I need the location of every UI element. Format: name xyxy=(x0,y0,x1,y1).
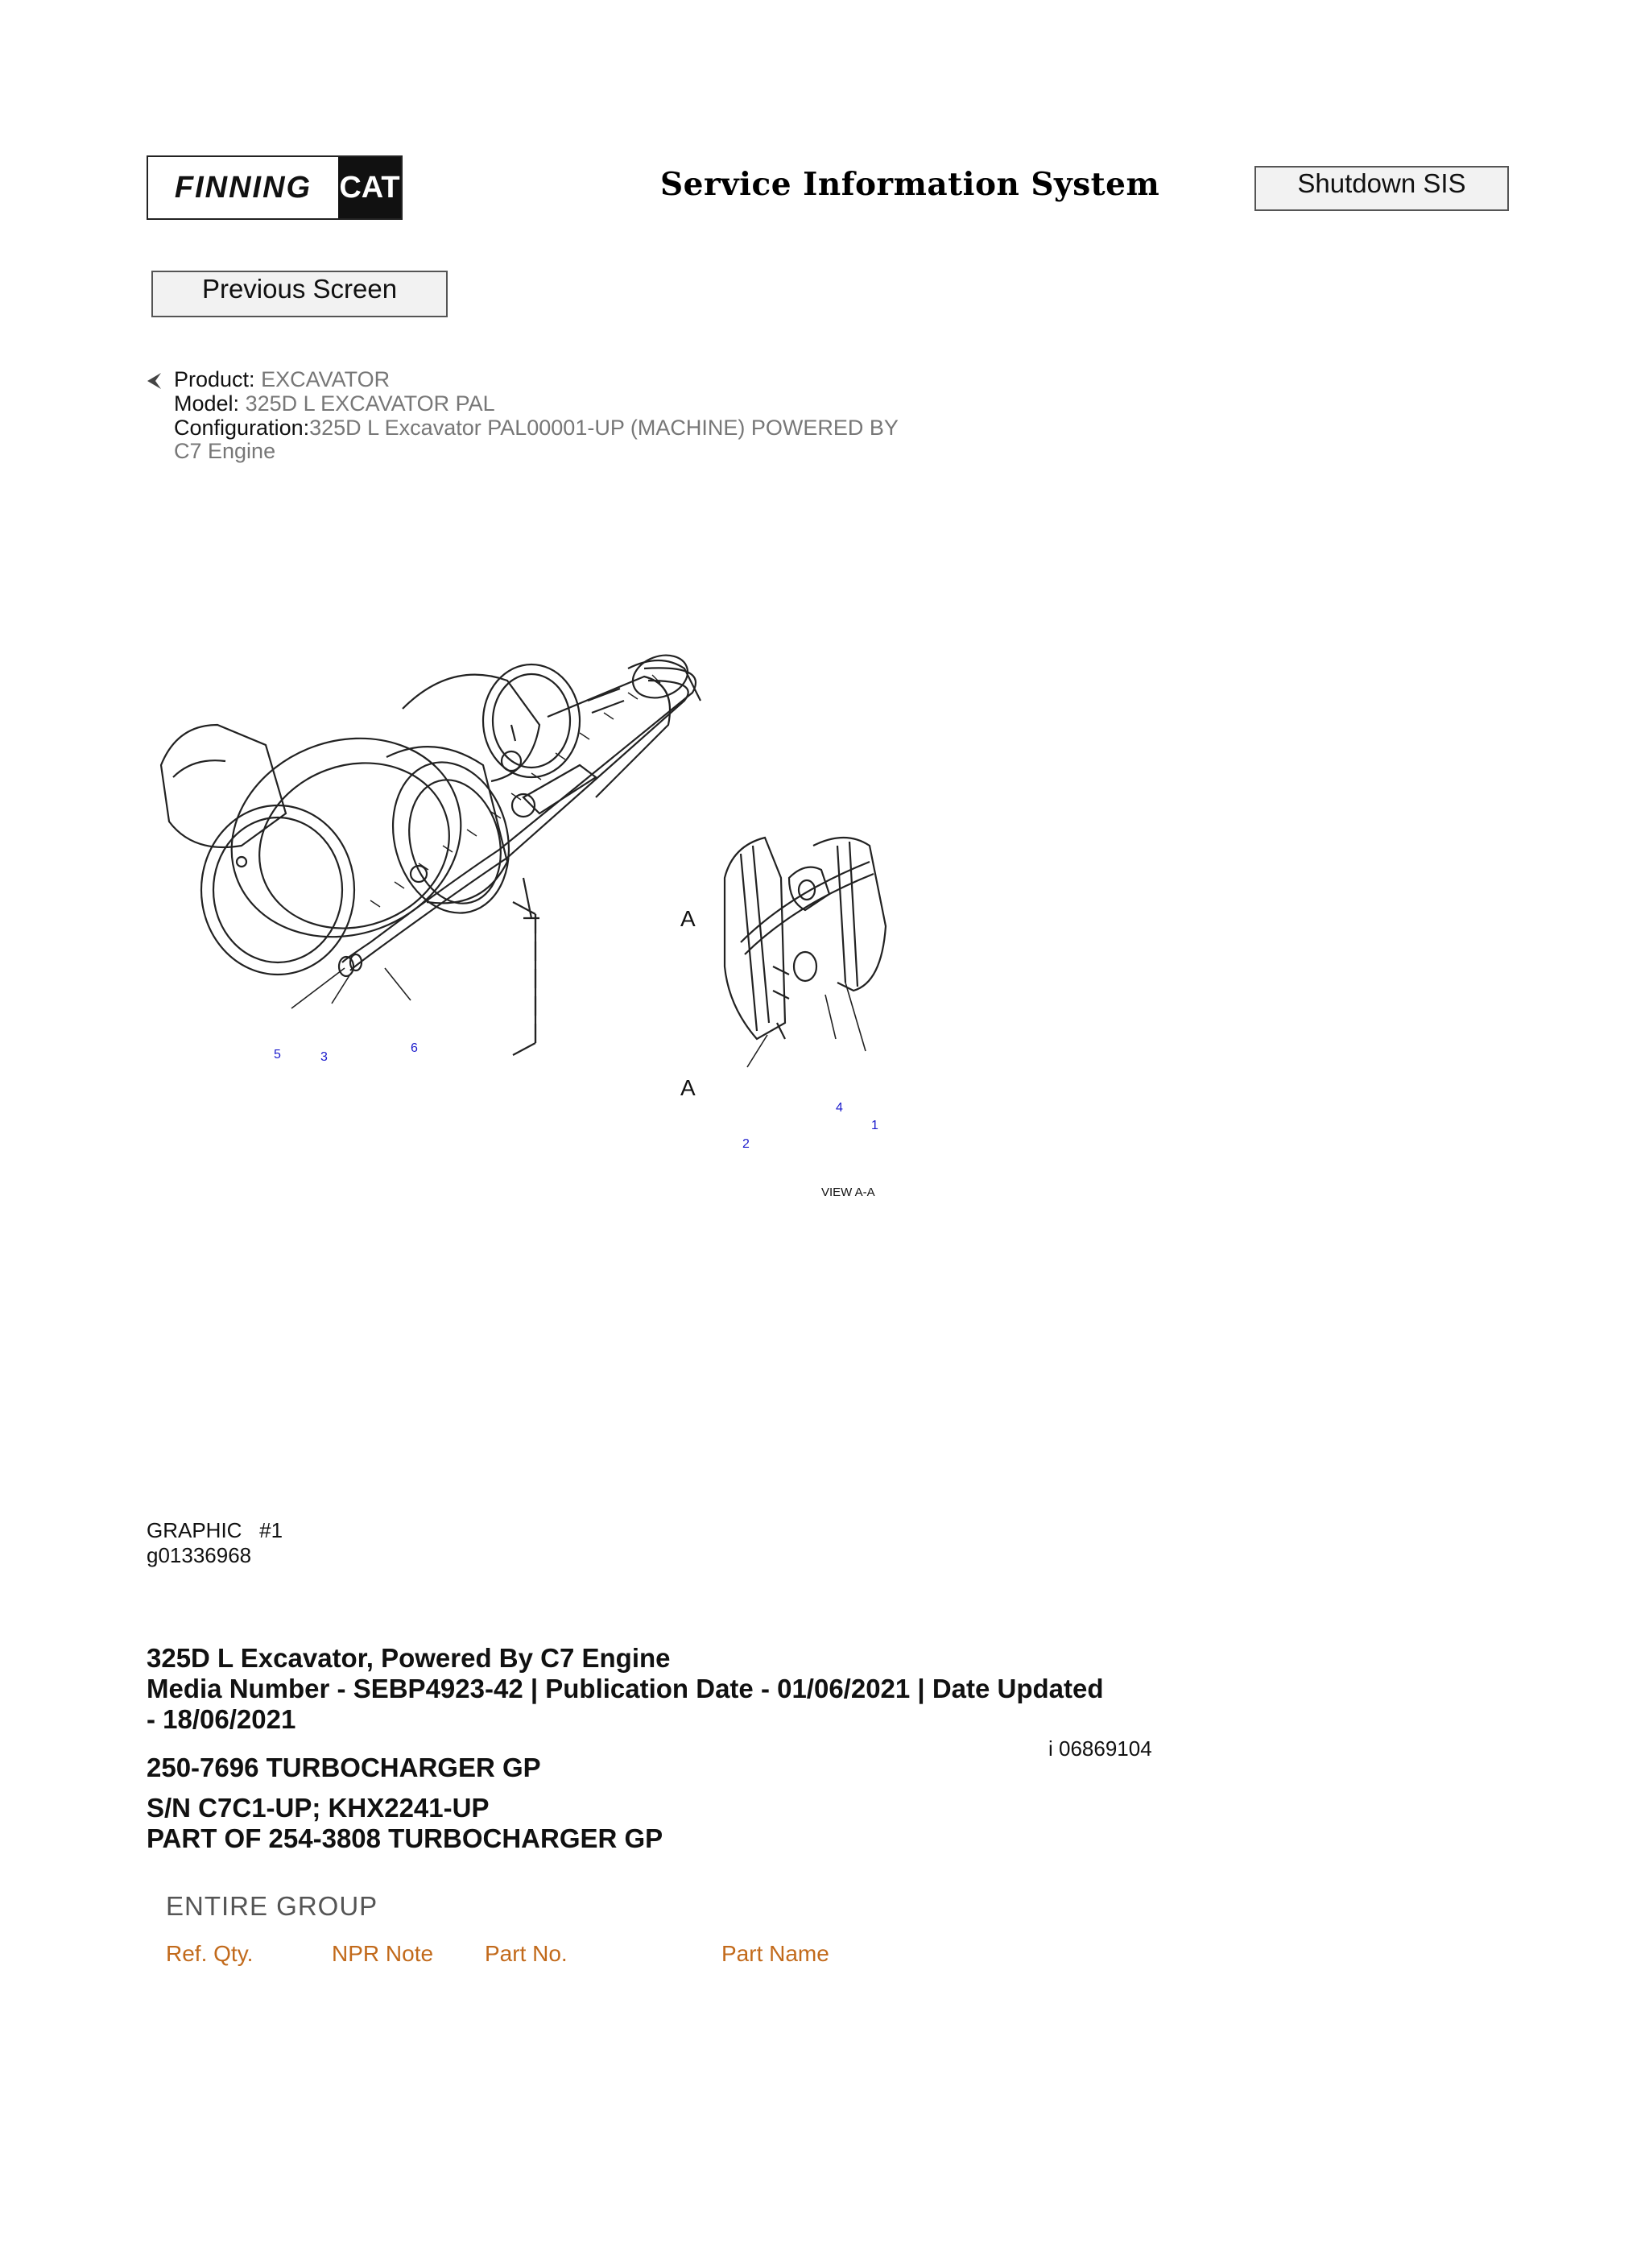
callout-6: 6 xyxy=(411,1041,418,1055)
product-value: EXCAVATOR xyxy=(261,367,391,391)
callout-5: 5 xyxy=(274,1048,281,1062)
model-value: 325D L EXCAVATOR PAL xyxy=(245,391,495,416)
document-title: 325D L Excavator, Powered By C7 Engine xyxy=(147,1643,671,1673)
logo-cat-text: CAT xyxy=(338,157,401,218)
graphic-id: g01336968 xyxy=(147,1543,252,1567)
breadcrumb-configuration xyxy=(174,416,899,440)
graphic-number: GRAPHIC #1 xyxy=(147,1518,283,1542)
media-info: Media Number - SEBP4923-42 | Publication Date - 01/06/2021 | Date Updated xyxy=(147,1674,1104,1703)
model-label: Model: xyxy=(174,391,240,416)
column-header-part-no: Part No. xyxy=(485,1941,568,1966)
turbocharger-illustration xyxy=(145,604,950,1216)
previous-screen-button[interactable]: Previous Screen xyxy=(151,271,448,317)
product-label: Product: xyxy=(174,367,255,391)
app-title: Service Information System xyxy=(660,166,1160,203)
breadcrumb-model xyxy=(174,391,495,416)
column-header-ref-qty: Ref. Qty. xyxy=(166,1941,254,1966)
back-arrow-icon[interactable] xyxy=(145,370,163,391)
callout-2: 2 xyxy=(742,1137,750,1151)
logo-finning-text: FINNING xyxy=(174,170,312,205)
view-a-a-label: VIEW A-A xyxy=(821,1186,875,1199)
breadcrumb-product xyxy=(174,367,390,391)
configuration-label: Configuration: xyxy=(174,416,310,440)
finning-cat-logo xyxy=(147,155,403,220)
callout-4: 4 xyxy=(836,1101,843,1115)
column-header-part-name: Part Name xyxy=(721,1941,829,1966)
item-id: i 06869104 xyxy=(1048,1736,1152,1761)
column-header-npr-note: NPR Note xyxy=(332,1941,434,1966)
section-letter-bottom: A xyxy=(680,1075,696,1100)
media-info-cont: - 18/06/2021 xyxy=(147,1704,296,1734)
shutdown-sis-button[interactable]: Shutdown SIS xyxy=(1254,166,1509,211)
configuration-value-cont: C7 Engine xyxy=(174,439,276,463)
parent-part: PART OF 254-3808 TURBOCHARGER GP xyxy=(147,1823,663,1853)
group-label: ENTIRE GROUP xyxy=(166,1891,378,1921)
serial-number-range: S/N C7C1-UP; KHX2241-UP xyxy=(147,1793,490,1823)
section-letter-top: A xyxy=(680,906,696,931)
callout-3: 3 xyxy=(320,1050,328,1064)
callout-numbers xyxy=(274,1041,878,1151)
callout-1: 1 xyxy=(871,1119,878,1132)
graphic-caption xyxy=(147,1518,283,1568)
part-title: 250-7696 TURBOCHARGER GP xyxy=(147,1753,541,1782)
configuration-value: 325D L Excavator PAL00001-UP (MACHINE) POWERED BY xyxy=(309,416,899,440)
